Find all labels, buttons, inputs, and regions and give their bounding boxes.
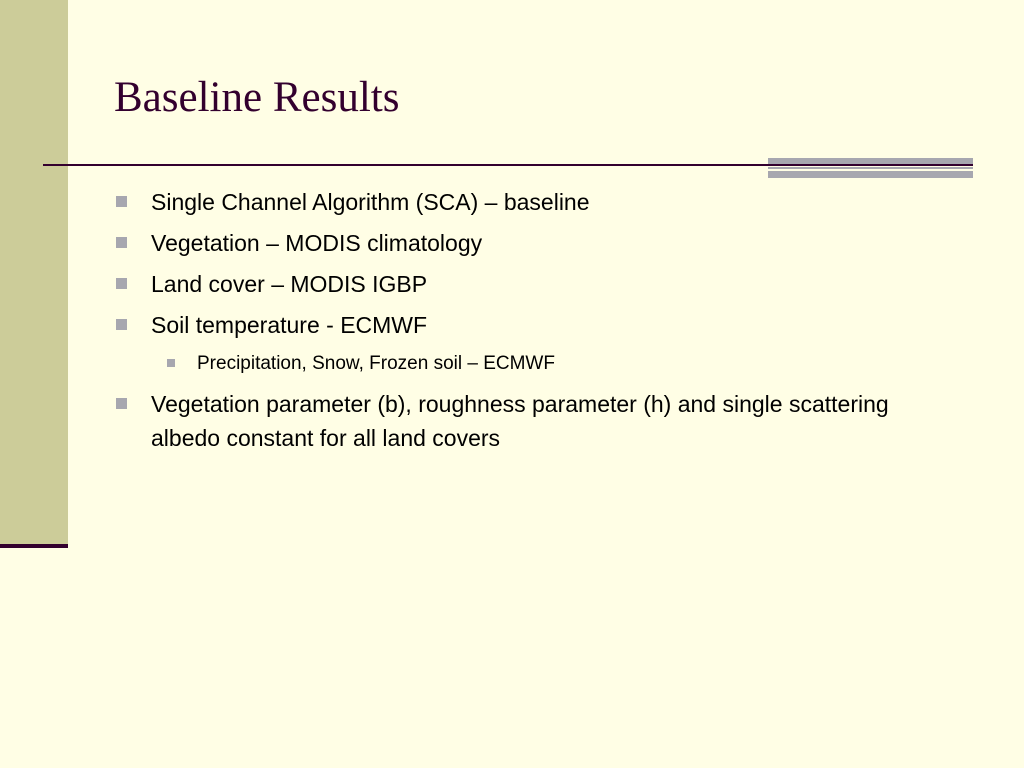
- bullet-text: Vegetation parameter (b), roughness parameter (h) and single scattering albedo constant for all land covers: [151, 391, 889, 451]
- accent-stripe: [768, 171, 973, 178]
- square-sub-bullet-icon: [167, 359, 175, 367]
- square-bullet-icon: [116, 237, 127, 248]
- bullet-text: Single Channel Algorithm (SCA) – baseline: [151, 189, 590, 215]
- bullet-item: [151, 387, 941, 455]
- accent-stripe: [768, 167, 973, 169]
- bullet-item: [151, 308, 951, 342]
- square-bullet-icon: [116, 398, 127, 409]
- sub-bullet-text: Precipitation, Snow, Frozen soil – ECMWF: [197, 353, 555, 374]
- square-bullet-icon: [116, 196, 127, 207]
- bullet-item: [151, 267, 951, 301]
- bullet-item: [151, 185, 951, 219]
- divider-accent-stripes: [768, 158, 973, 178]
- side-band-underline: [0, 544, 68, 548]
- left-side-band: [0, 0, 68, 547]
- accent-stripe: [768, 158, 973, 164]
- square-bullet-icon: [116, 278, 127, 289]
- square-bullet-icon: [116, 319, 127, 330]
- slide-title: Baseline Results: [114, 74, 400, 121]
- bullet-text: Vegetation – MODIS climatology: [151, 230, 483, 256]
- bullet-text: Land cover – MODIS IGBP: [151, 271, 428, 297]
- bullet-item: [151, 226, 951, 260]
- sub-bullet-item: [197, 350, 957, 378]
- bullet-text: Soil temperature - ECMWF: [151, 312, 428, 338]
